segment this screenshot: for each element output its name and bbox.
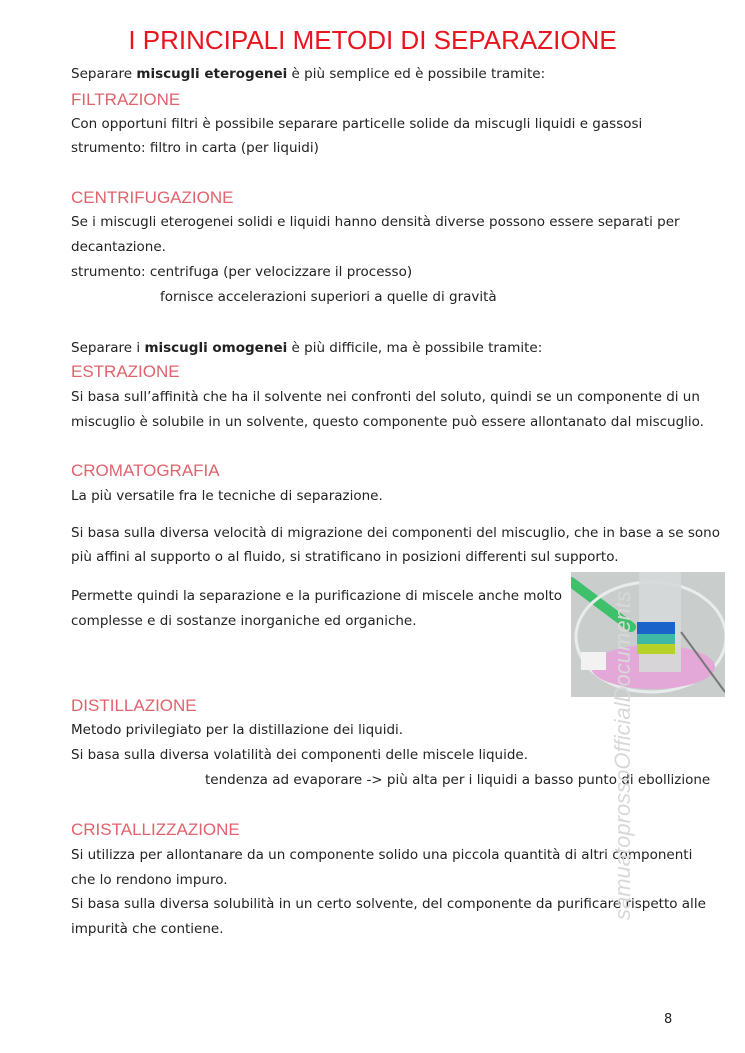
watermark: samuatoprossoOfficialDocuments (610, 591, 635, 920)
paragraph-line: strumento: centrifuga (per velocizzare il processo) (71, 264, 413, 280)
paragraph-line: Permette quindi la separazione e la purificazione di miscele anche molto (71, 588, 563, 604)
bold-term: miscugli omogenei (144, 340, 288, 356)
paragraph-line: Metodo privilegiato per la distillazione dei liquidi. (71, 722, 404, 738)
heading-distillazione: DISTILLAZIONE (71, 696, 197, 715)
paragraph-line: Se i miscugli eterogenei solidi e liquidi hanno densità diverse possono essere separati per (71, 214, 680, 230)
paragraph-line: fornisce accelerazioni superiori a quelle di gravità (160, 289, 497, 305)
paragraph-line: Si basa sull’affinità che ha il solvente nei confronti del soluto, quindi se un componente di un (71, 389, 700, 405)
paragraph-line: decantazione. (71, 239, 166, 255)
paragraph-line: strumento: filtro in carta (per liquidi) (71, 140, 319, 156)
heading-filtrazione: FILTRAZIONE (71, 90, 181, 109)
paragraph-line: miscuglio è solubile in un solvente, questo componente può essere allontanato dal miscuglio. (71, 414, 704, 430)
page-title: I PRINCIPALI METODI DI SEPARAZIONE (128, 25, 617, 55)
paragraph-line: Si utilizza per allontanare da un componente solido una piccola quantità di altri componenti (71, 847, 693, 863)
intro-heterogeneous (71, 64, 545, 84)
paragraph-line: impurità che contiene. (71, 921, 224, 937)
text: è più semplice ed è possibile tramite: (287, 66, 546, 82)
paragraph-line: Con opportuni filtri è possibile separare particelle solide da miscugli liquidi e gassosi (71, 116, 643, 132)
chromatography-photo (571, 572, 725, 697)
paragraph-line: Si basa sulla diversa solubilità in un certo solvente, del componente da purificare rispetto alle (71, 896, 706, 912)
paragraph-line: Si basa sulla diversa volatilità dei componenti delle miscele liquide. (71, 747, 529, 763)
text: Separare i (71, 340, 145, 356)
heading-cromatografia: CROMATOGRAFIA (71, 461, 220, 480)
bold-term: miscugli eterogenei (136, 66, 288, 82)
heading-estrazione: ESTRAZIONE (71, 362, 180, 381)
text: è più difficile, ma è possibile tramite: (287, 340, 543, 356)
paragraph-line: complesse e di sostanze inorganiche ed organiche. (71, 613, 417, 629)
paragraph-line: più affini al supporto o al fluido, si stratificano in posizioni differenti sul supporto. (71, 549, 619, 565)
heading-cristallizzazione: CRISTALLIZZAZIONE (71, 820, 240, 839)
page-number: 8 (664, 1012, 673, 1027)
intro-homogeneous (71, 338, 542, 358)
paragraph-line: che lo rendono impuro. (71, 872, 228, 888)
paragraph-line: La più versatile fra le tecniche di separazione. (71, 488, 383, 504)
paragraph-line: tendenza ad evaporare -> più alta per i liquidi a basso punto di ebollizione (205, 772, 711, 788)
heading-centrifugazione: CENTRIFUGAZIONE (71, 188, 234, 207)
paragraph-line: Si basa sulla diversa velocità di migrazione dei componenti del miscuglio, che in base a se sono (71, 525, 720, 541)
text: Separare (71, 66, 137, 82)
